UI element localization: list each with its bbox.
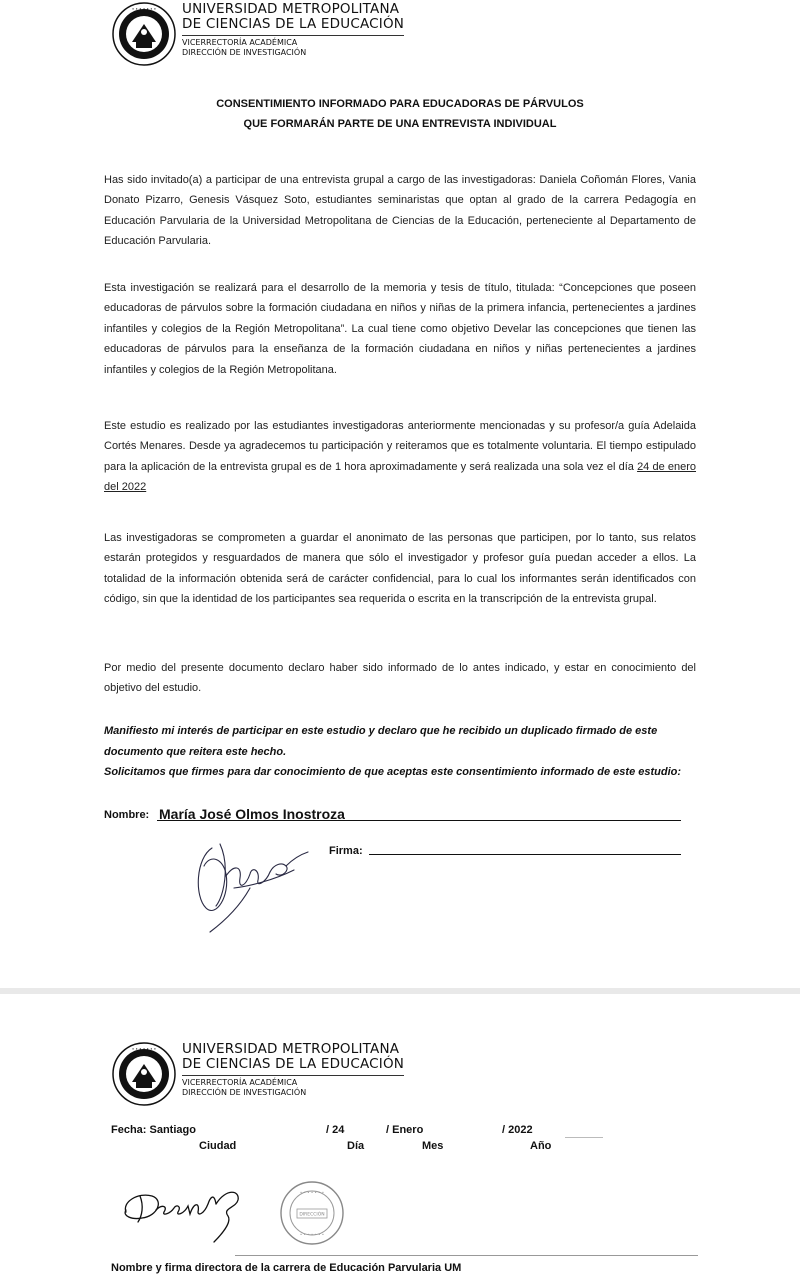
date-day: / 24: [326, 1124, 345, 1136]
svg-text:DIRECCIÓN: DIRECCIÓN: [299, 1212, 325, 1218]
ciudad-label: Ciudad: [199, 1140, 237, 1152]
unit-line2: DIRECCIÓN DE INVESTIGACIÓN: [182, 1087, 307, 1097]
svg-text:• • • • • • •: • • • • • • •: [299, 1190, 325, 1195]
paragraph-study: [104, 416, 696, 498]
mes-label: Mes: [422, 1140, 444, 1152]
statement-request: Solicitamos que firmes para dar conocimiento de que aceptas este consentimiento informado de este estudio:: [104, 766, 682, 778]
document-title-line2: QUE FORMARÁN PARTE DE UNA ENTREVISTA INDIVIDUAL: [243, 118, 557, 130]
university-name-line1: UNIVERSIDAD METROPOLITANA: [182, 1041, 400, 1057]
institution-header: [112, 2, 404, 66]
director-signature-icon: [118, 1182, 248, 1246]
interview-date: 24 de enero del 2022: [104, 460, 697, 494]
consent-page-2: [0, 994, 800, 1280]
signature-line: [369, 854, 681, 855]
institution-text-page2: [182, 1042, 404, 1097]
university-name-line1: UNIVERSIDAD METROPOLITANA: [182, 1, 400, 17]
unit-line1: VICERRECTORÍA ACADÉMICA: [182, 38, 298, 47]
university-seal-icon: [112, 2, 176, 66]
fecha-label: Fecha: Santiago: [111, 1124, 196, 1136]
document-title-line1: CONSENTIMIENTO INFORMADO PARA EDUCADORAS DE PÁRVULOS: [216, 98, 584, 110]
header-divider: [182, 1075, 404, 1076]
dia-label: Día: [347, 1140, 365, 1152]
participant-signature-icon: [190, 836, 320, 936]
institution-header-page2: [112, 1042, 404, 1106]
paragraph-research: Esta investigación se realizará para el desarrollo de la memoria y tesis de título, titulada: “Concepciones que poseen educadoras de párvulos sobre la formación ciudadana en niños y niñas de la primera infancia, pertenecientes a jardines infantiles y colegios de la Región Metropolitana”. La cual tiene como objetivo Develar las concepciones que tienen las educadoras de párvulos para la enseñanza de la formación ciudadana en niños y niñas pertenecientes a jardines infantiles y colegios de la Región Metropolitana.: [104, 282, 696, 376]
paragraph-declaration: Por medio del presente documento declaro haber sido informado de lo antes indicado, y estar en conocimiento del objetivo del estudio.: [104, 662, 696, 695]
unit-line2: DIRECCIÓN DE INVESTIGACIÓN: [182, 47, 307, 57]
paragraph-anonymity: Las investigadoras se comprometen a guardar el anonimato de las personas que participen, por lo tanto, sus relatos estarán protegidos y resguardados de manera que sólo el investigador y profesor guía puedan acceder a ellos. La totalidad de la información obtenida será de carácter confidencial, para lo cual los informantes serán identificados con código, sin que la identidad de los participantes sea requerida o escrita en la transcripción de la entrevista grupal.: [104, 532, 696, 606]
university-name-line2: DE CIENCIAS DE LA EDUCACIÓN: [182, 1056, 405, 1072]
paragraph-invitation: Has sido invitado(a) a participar de una entrevista grupal a cargo de las investigadoras: Daniela Coñomán Flores, Vania Donato Pizarro, Genesis Vásquez Soto, estudiantes seminaristas que optan al grado de la carrera Pedagogía en Educación Parvularia de la Universidad Metropolitana de Ciencias de la Educación, perteneciente al Departamento de Educación Parvularia.: [104, 174, 696, 248]
anio-label: Año: [530, 1140, 552, 1152]
name-label: Nombre:: [104, 809, 150, 821]
paragraph-study-text: Este estudio es realizado por las estudiantes investigadoras anteriormente mencionadas y su profesor/a guía Adelaida Cortés Menares. Desde ya agradecemos tu participación y reiteramos que es totalmente voluntaria. El tiempo estipulado para la aplicación de la entrevista grupal es de 1 hora aproximadamente y será realizada una sola vez el día: [104, 420, 696, 473]
director-signature-line: [235, 1255, 698, 1256]
university-name-line2: DE CIENCIAS DE LA EDUCACIÓN: [182, 16, 405, 32]
date-year: / 2022: [502, 1124, 533, 1136]
svg-text:• • • • • • •: • • • • • • •: [299, 1232, 325, 1237]
statement-interest: Manifiesto mi interés de participar en este estudio y declaro que he recibido un duplicado firmado de este documento que reitera este hecho.: [104, 725, 658, 758]
svg-text:• • • • • • •: • • • • • • •: [131, 6, 157, 12]
unit-line1: VICERRECTORÍA ACADÉMICA: [182, 1078, 298, 1087]
date-month: / Enero: [386, 1124, 424, 1136]
university-seal-icon: [112, 1042, 176, 1106]
svg-text:• • • • • • •: • • • • • • •: [131, 1046, 157, 1052]
participant-name: María José Olmos Inostroza: [159, 806, 345, 822]
header-divider: [182, 35, 404, 36]
name-line: [157, 820, 681, 821]
date-trailing-line: [565, 1137, 603, 1138]
signature-label: Firma:: [329, 845, 363, 857]
office-stamp-icon: [279, 1180, 345, 1246]
institution-text: [182, 2, 404, 57]
director-label: Nombre y firma directora de la carrera de Educación Parvularia UM: [111, 1262, 462, 1274]
